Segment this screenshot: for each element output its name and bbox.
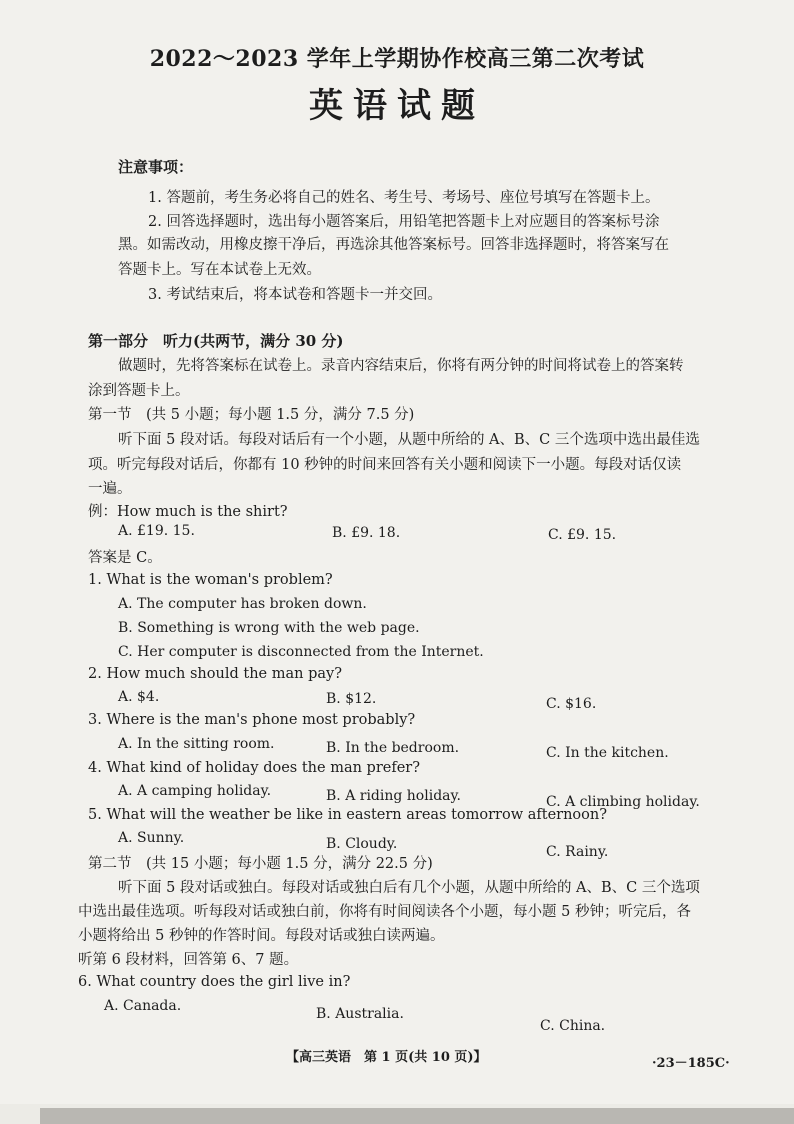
section-one-instruction-cont: 项。听完每段对话后，你都有 10 秒钟的时间来回答有关小题和阅读下一小题。每段对话仅读 [88, 457, 682, 473]
example-option-a: A. £19. 15. [118, 523, 195, 539]
notice-item-3: 3. 考试结束后，将本试卷和答题卡一并交回。 [148, 287, 442, 303]
exam-code: ·23－185C· [652, 1056, 730, 1071]
part-one-heading: 第一部分 听力(共两节，满分 30 分) [88, 332, 344, 350]
question-3-option-a: A. In the sitting room. [118, 736, 275, 752]
question-2-option-c: C. $16. [546, 696, 597, 712]
question-3-option-c: C. In the kitchen. [546, 745, 669, 761]
question-3: 3. Where is the man's phone most probably? [88, 712, 416, 728]
question-6-option-a: A. Canada. [104, 998, 182, 1014]
exam-title: 2022～2023 学年上学期协作校高三第二次考试 [149, 46, 645, 72]
question-2: 2. How much should the man pay? [88, 666, 342, 682]
question-6: 6. What country does the girl live in? [78, 974, 351, 990]
question-4-option-b: B. A riding holiday. [326, 788, 461, 804]
question-4: 4. What kind of holiday does the man prefer? [88, 760, 420, 776]
question-5-option-a: A. Sunny. [118, 830, 185, 846]
notice-item-2-end: 答题卡上。写在本试卷上无效。 [118, 262, 321, 278]
question-1: 1. What is the woman's problem? [88, 572, 333, 588]
section-two-instruction-cont: 中选出最佳选项。听每段对话或独白前，你将有时间阅读各个小题，每小题 5 秒钟；听完后，各 [78, 904, 691, 920]
page-footer: 【高三英语 第 1 页(共 10 页)】 [286, 1050, 487, 1065]
example-option-b: B. £9. 18. [332, 525, 401, 541]
exam-subject: 英语试题 [309, 86, 485, 126]
notice-item-1: 1. 答题前，考生务必将自己的姓名、考生号、考场号、座位号填写在答题卡上。 [148, 190, 660, 206]
question-6-option-b: B. Australia. [316, 1006, 404, 1022]
section-two-instruction-end: 听第 6 段材料，回答第 6、7 题。 [78, 952, 299, 968]
question-4-option-a: A. A camping holiday. [118, 783, 272, 799]
question-2-option-b: B. $12. [326, 691, 377, 707]
example-question: 例：How much is the shirt? [88, 504, 288, 520]
section-two-heading: 第二节 (共 15 小题；每小题 1.5 分，满分 22.5 分) [88, 856, 433, 872]
question-1-option-a: A. The computer has broken down. [118, 596, 367, 612]
question-6-option-c: C. China. [540, 1018, 606, 1034]
question-1-option-c: C. Her computer is disconnected from the Internet. [118, 644, 484, 660]
question-4-option-c: C. A climbing holiday. [546, 794, 700, 810]
section-one-instruction-end: 一遍。 [88, 481, 132, 497]
part-one-instruction: 做题时，先将答案标在试卷上。录音内容结束后，你将有两分钟的时间将试卷上的答案转 [118, 358, 684, 374]
example-answer: 答案是 C。 [88, 550, 162, 566]
scan-edge [40, 1108, 794, 1124]
question-5: 5. What will the weather be like in eastern areas tomorrow afternoon? [88, 807, 608, 823]
question-3-option-b: B. In the bedroom. [326, 740, 460, 756]
example-option-c: C. £9. 15. [548, 527, 617, 543]
notice-heading: 注意事项： [118, 158, 194, 176]
section-one-heading: 第一节 (共 5 小题；每小题 1.5 分，满分 7.5 分) [88, 407, 415, 423]
section-two-instruction: 听下面 5 段对话或独白。每段对话或独白后有几个小题，从题中所给的 A、B、C 三个选项 [118, 880, 700, 896]
question-1-option-b: B. Something is wrong with the web page. [118, 620, 420, 636]
part-one-instruction-cont: 涂到答题卡上。 [88, 383, 190, 399]
question-5-option-c: C. Rainy. [546, 844, 609, 860]
notice-item-2: 2. 回答选择题时，选出每小题答案后，用铅笔把答题卡上对应题目的答案标号涂 [148, 214, 660, 230]
question-5-option-b: B. Cloudy. [326, 836, 398, 852]
section-one-instruction: 听下面 5 段对话。每段对话后有一个小题，从题中所给的 A、B、C 三个选项中选出最佳选 [118, 432, 700, 448]
section-two-instruction-cont-2: 小题将给出 5 秒钟的作答时间。每段对话或独白读两遍。 [78, 928, 445, 944]
question-2-option-a: A. $4. [118, 689, 160, 705]
notice-item-2-cont: 黑。如需改动，用橡皮擦干净后，再选涂其他答案标号。回答非选择题时，将答案写在 [118, 237, 669, 253]
